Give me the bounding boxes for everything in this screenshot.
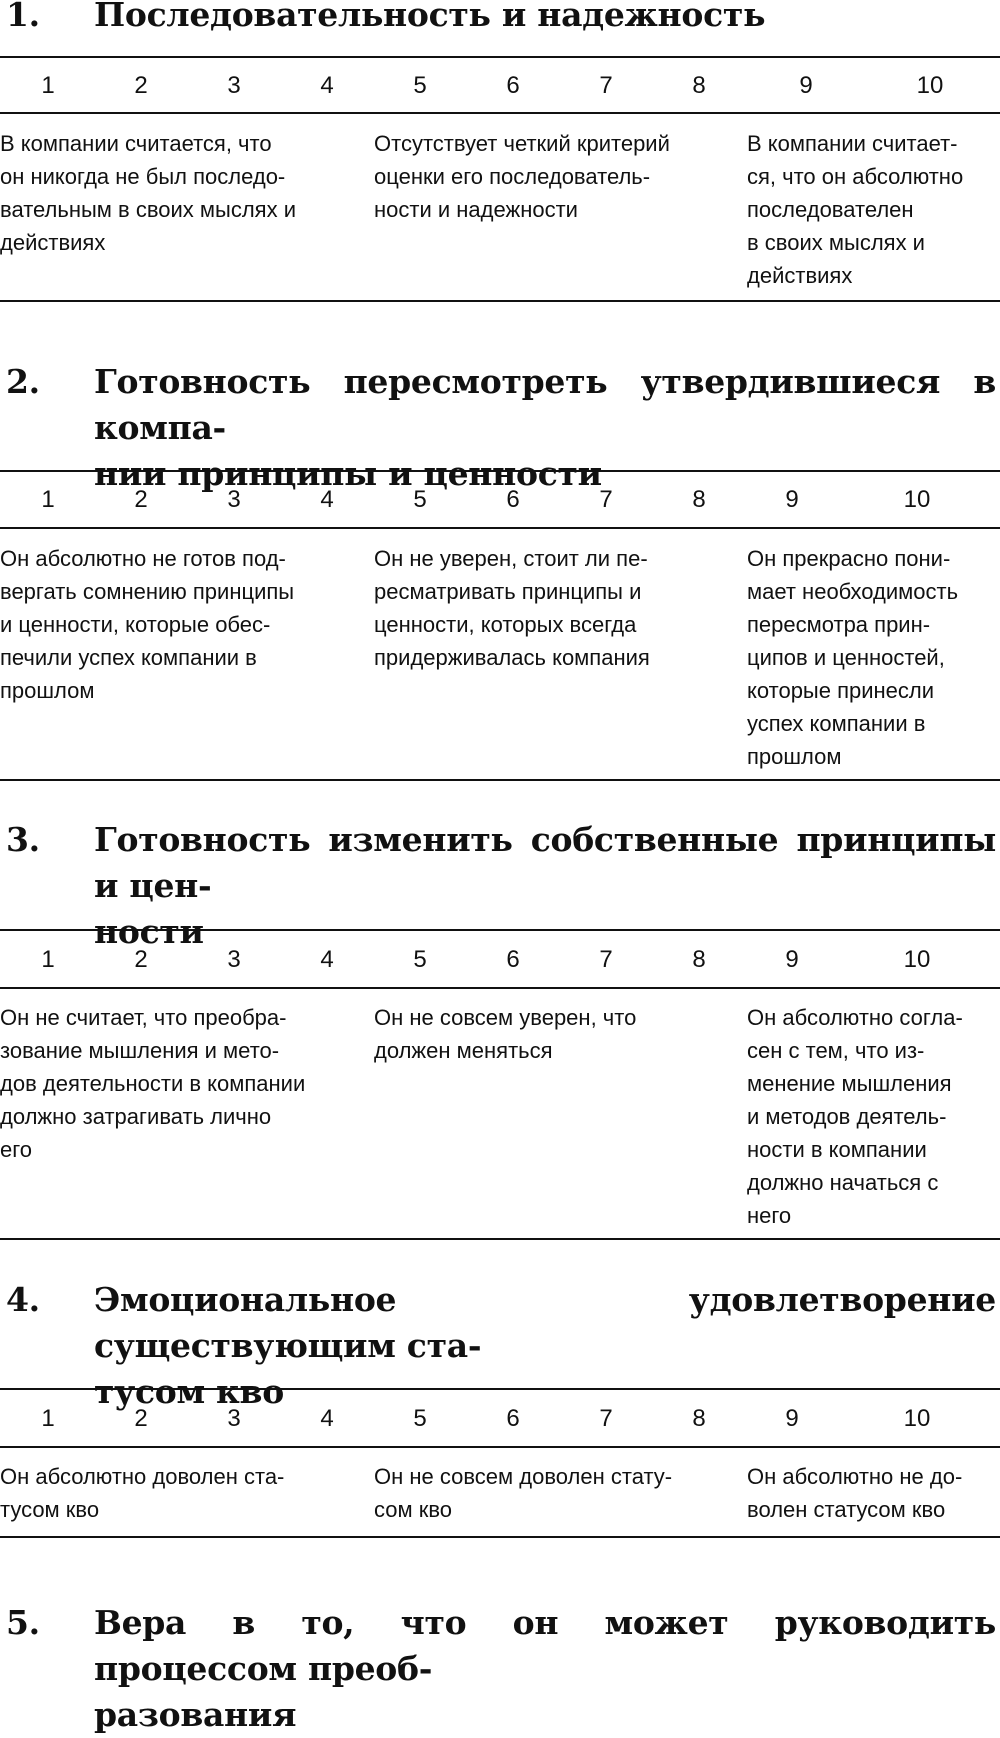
scale-value: 6 — [506, 1405, 520, 1432]
scale-value: 2 — [134, 72, 148, 99]
mid-score-description: Он не уверен, стоит ли пе- ресматривать принципы и ценности, которых всегда придерживалась компания — [374, 546, 650, 670]
divider — [0, 987, 1000, 989]
rating-scale — [0, 66, 1000, 106]
scale-value: 9 — [799, 72, 813, 99]
scale-value: 6 — [506, 486, 520, 513]
scale-value: 10 — [903, 1405, 931, 1432]
scale-value: 7 — [599, 1405, 613, 1432]
scale-value: 6 — [506, 72, 520, 99]
high-score-description: Он абсолютно согла- сен с тем, что из- менение мышления и методов деятель- ности в компании должно начаться с него — [747, 1005, 963, 1228]
scale-value: 8 — [692, 1405, 706, 1432]
scale-value: 1 — [41, 946, 55, 973]
scale-value: 5 — [413, 1405, 427, 1432]
scale-value: 9 — [785, 1405, 799, 1432]
scale-value: 7 — [599, 72, 613, 99]
divider — [0, 1446, 1000, 1448]
criterion-number: 1. — [6, 0, 40, 34]
low-score-description: Он не считает, что преобра- зование мышления и мето- дов деятельности в компании должно затрагивать лично его — [0, 1005, 306, 1162]
scale-value: 4 — [320, 1405, 334, 1432]
criterion-number: 2. — [6, 362, 40, 401]
scale-value: 2 — [134, 946, 148, 973]
rating-scale — [0, 1399, 1000, 1439]
low-score-description: Он абсолютно не готов под- вергать сомнению принципы и ценности, которые обес- печили успех компании в прошлом — [0, 546, 295, 703]
criterion-number: 4. — [6, 1280, 40, 1319]
divider — [0, 929, 1000, 931]
scale-value: 2 — [134, 486, 148, 513]
scale-value: 8 — [692, 946, 706, 973]
mid-score-description: Он не совсем уверен, что должен меняться — [374, 1005, 637, 1063]
scale-value: 10 — [903, 946, 931, 973]
scale-value: 4 — [320, 486, 334, 513]
criterion-number: 5. — [6, 1603, 40, 1642]
scale-value: 6 — [506, 946, 520, 973]
divider — [0, 300, 1000, 302]
rating-scale — [0, 480, 1000, 520]
scale-value: 3 — [227, 1405, 241, 1432]
scale-value: 3 — [227, 486, 241, 513]
high-score-description: Он абсолютно не до- волен статусом кво — [747, 1464, 963, 1522]
divider — [0, 1238, 1000, 1240]
scale-value: 2 — [134, 1405, 148, 1432]
scale-value: 3 — [227, 946, 241, 973]
scale-value: 7 — [599, 946, 613, 973]
mid-score-description: Он не совсем доволен стату- сом кво — [374, 1464, 673, 1522]
divider — [0, 1536, 1000, 1538]
low-score-description: В компании считается, что он никогда не был последо- вательным в своих мыслях и действиях — [0, 131, 296, 255]
criterion-title: Последовательность и надежность — [94, 0, 766, 34]
divider — [0, 779, 1000, 781]
criterion-number: 3. — [6, 820, 40, 859]
scale-value: 5 — [413, 486, 427, 513]
scale-value: 7 — [599, 486, 613, 513]
divider — [0, 470, 1000, 472]
criterion-title: Вера в то, что он может руководить процессом преоб- разования — [94, 1603, 996, 1734]
rating-scale — [0, 940, 1000, 980]
scale-value: 8 — [692, 486, 706, 513]
divider — [0, 56, 1000, 58]
scale-value: 9 — [785, 486, 799, 513]
criterion-title: Эмоциональное удовлетворение существующим ста- тусом кво — [94, 1280, 996, 1411]
low-score-description: Он абсолютно доволен ста- тусом кво — [0, 1464, 285, 1522]
scale-value: 9 — [785, 946, 799, 973]
scale-value: 10 — [916, 72, 944, 99]
criterion-title: Готовность пересмотреть утвердившиеся в компа- нии принципы и ценности — [94, 362, 996, 493]
scale-value: 4 — [320, 946, 334, 973]
divider — [0, 527, 1000, 529]
scale-value: 10 — [903, 486, 931, 513]
scale-value: 5 — [413, 72, 427, 99]
scale-value: 3 — [227, 72, 241, 99]
criterion-title: Готовность изменить собственные принципы и цен- ности — [94, 820, 996, 951]
divider — [0, 1388, 1000, 1390]
high-score-description: В компании считает- ся, что он абсолютно последователен в своих мыслях и действиях — [747, 131, 964, 288]
divider — [0, 112, 1000, 114]
scale-value: 1 — [41, 1405, 55, 1432]
scale-value: 5 — [413, 946, 427, 973]
scale-value: 1 — [41, 486, 55, 513]
scale-value: 1 — [41, 72, 55, 99]
scale-value: 8 — [692, 72, 706, 99]
mid-score-description: Отсутствует четкий критерий оценки его последователь- ности и надежности — [374, 131, 670, 222]
high-score-description: Он прекрасно пони- мает необходимость пересмотра прин- ципов и ценностей, которые принесли успех компании в прошлом — [747, 546, 959, 769]
scale-value: 4 — [320, 72, 334, 99]
